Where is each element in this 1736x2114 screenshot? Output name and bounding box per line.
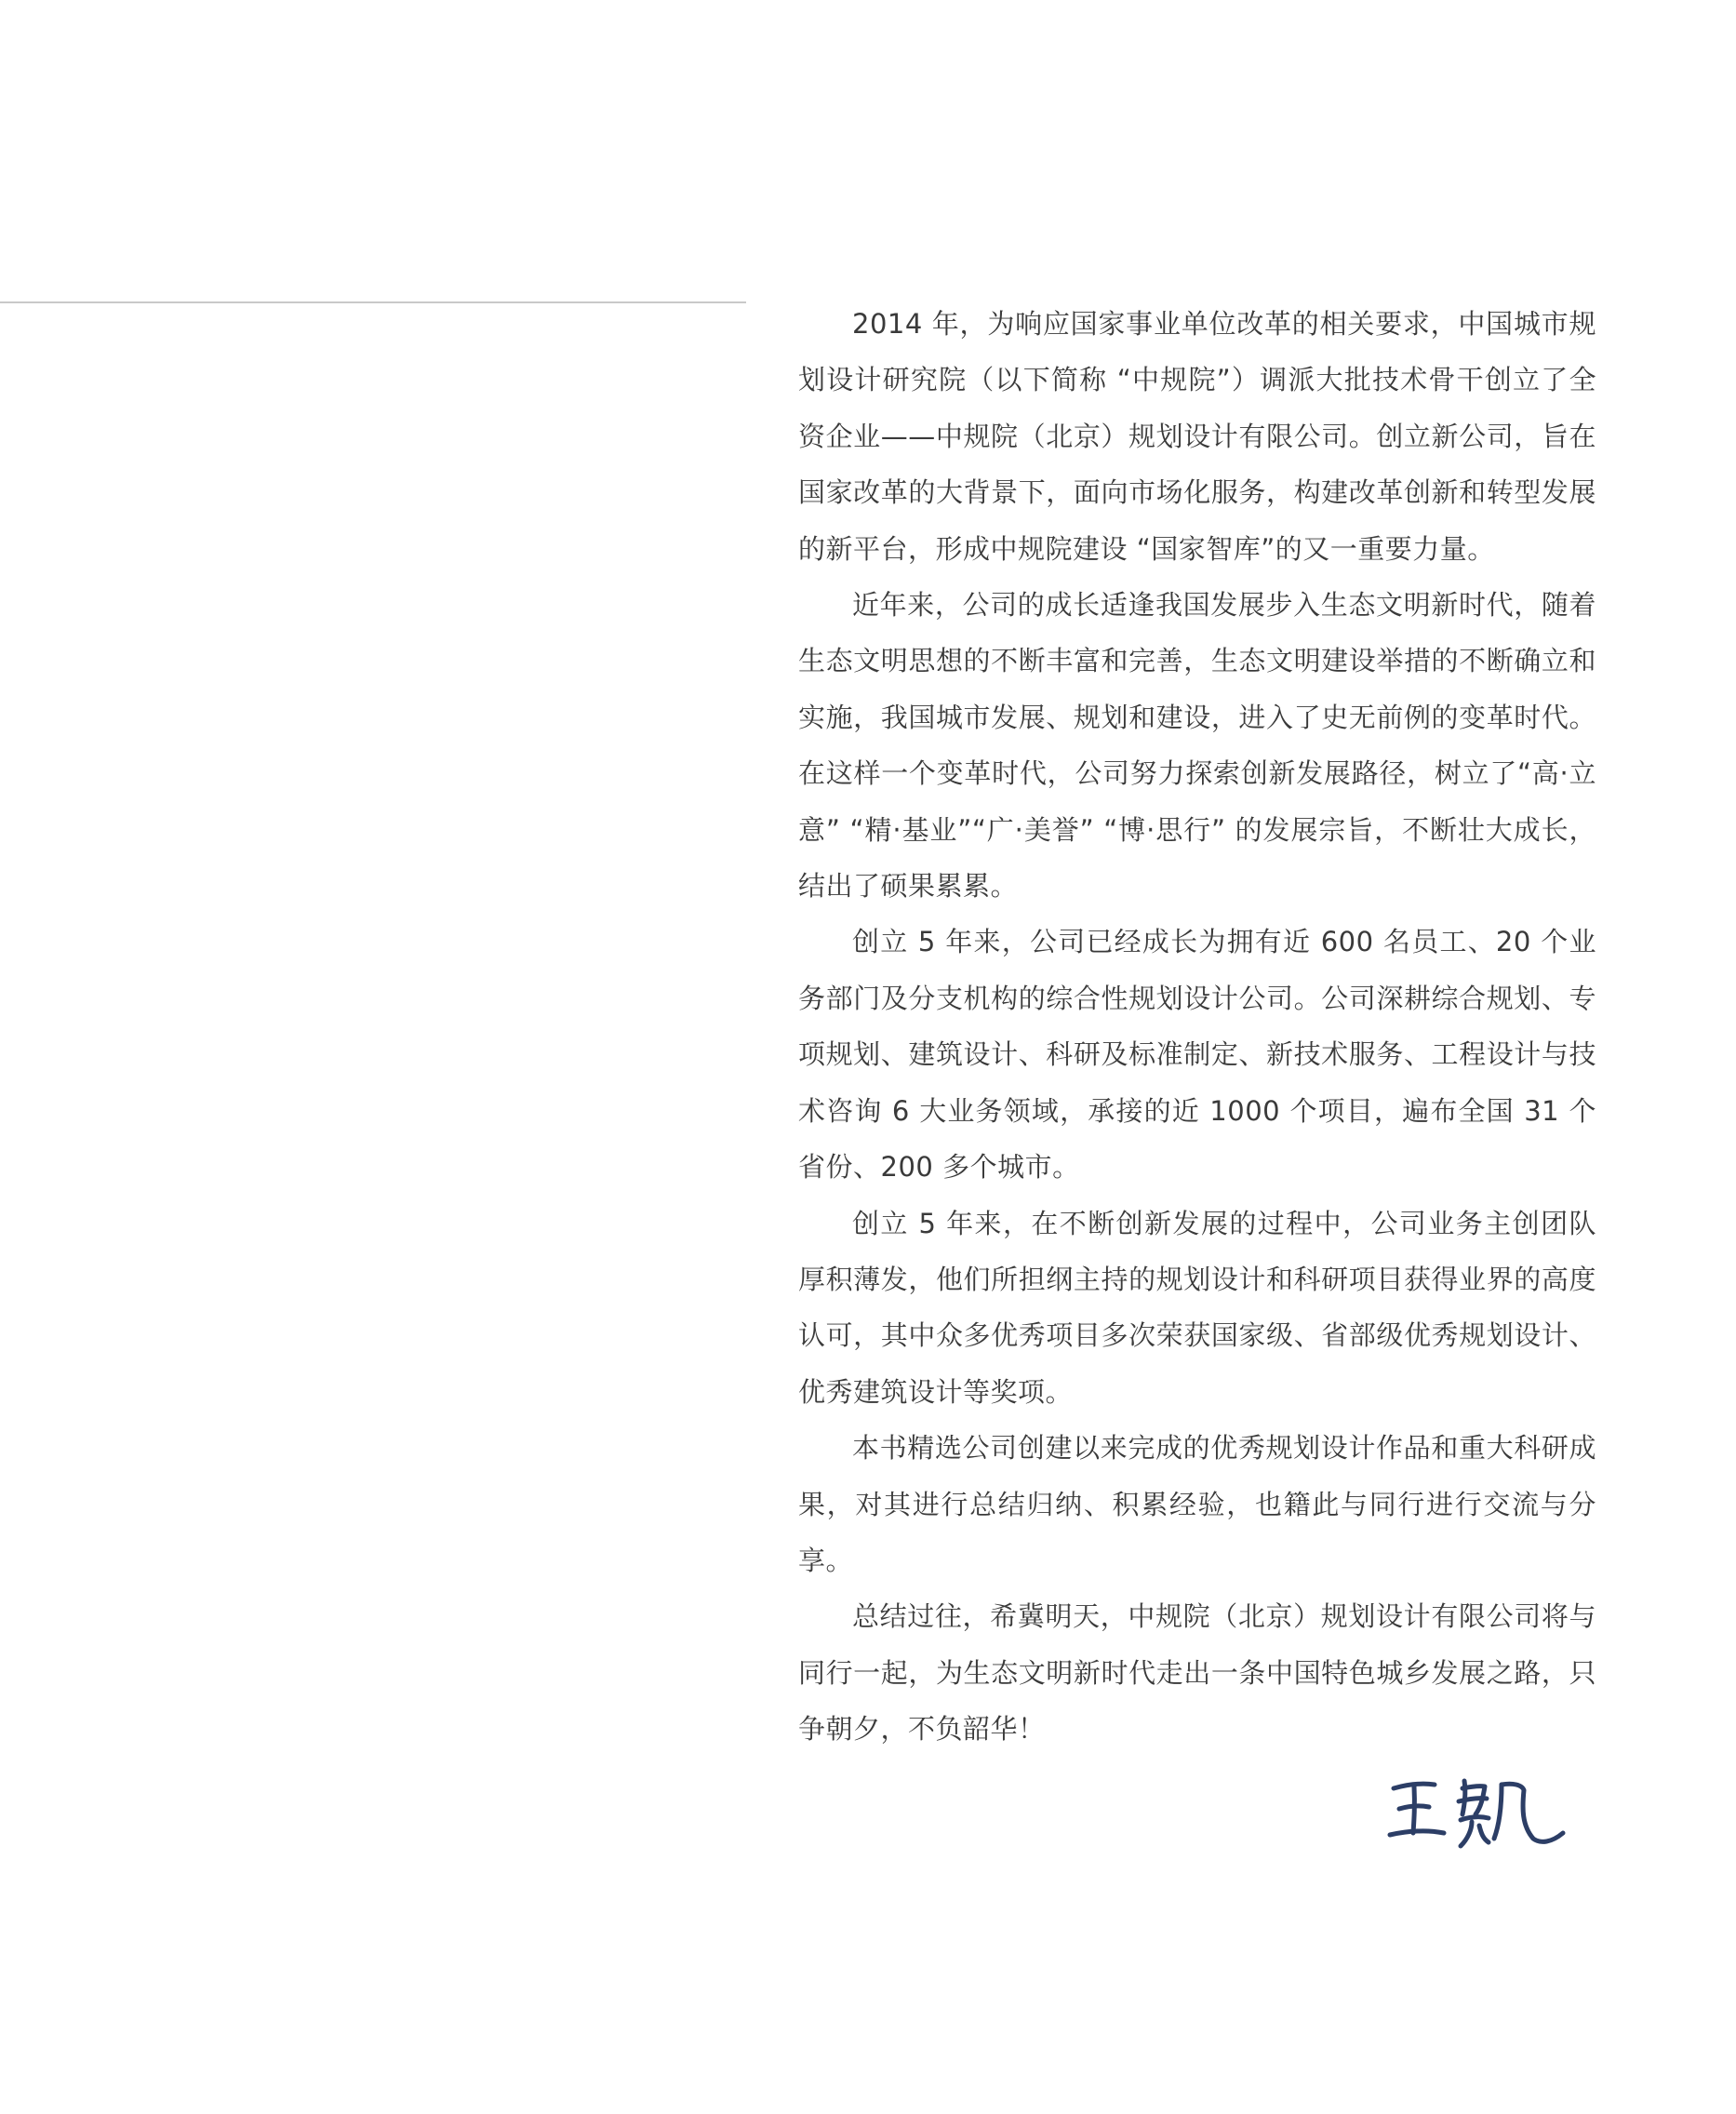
- paragraph-5: 本书精选公司创建以来完成的优秀规划设计作品和重大科研成果，对其进行总结归纳、积累经验，也籍此与同行进行交流与分享。: [798, 1432, 1596, 1576]
- handwritten-signature: [1386, 1768, 1572, 1852]
- paragraph-2: 近年来，公司的成长适逢我国发展步入生态文明新时代，随着生态文明思想的不断丰富和完善，生态文明建设举措的不断确立和实施，我国城市发展、规划和建设，进入了史无前例的变革时代。在这样一个变革时代，公司努力探索创新发展路径，树立了“高·立意” “精·基业”“广·美誉” “博·思行” 的发展宗旨，不断壮大成长，结出了硕果累累。: [798, 589, 1596, 903]
- paragraph-4: 创立 5 年来，在不断创新发展的过程中，公司业务主创团队厚积薄发，他们所担纲主持的规划设计和科研项目获得业界的高度认可，其中众多优秀项目多次荣获国家级、省部级优秀规划设计、优秀建筑设计等奖项。: [798, 1207, 1596, 1408]
- horizontal-rule: [0, 301, 746, 303]
- foreword-text: [798, 296, 1596, 1758]
- paragraph-3: 创立 5 年来，公司已经成长为拥有近 600 名员工、20 个业务部门及分支机构的综合性规划设计公司。公司深耕综合规划、专项规划、建筑设计、科研及标准制定、新技术服务、工程设计与技术咨询 6 大业务领域，承接的近 1000 个项目，遍布全国 31 个省份、200 多个城市。: [798, 926, 1596, 1184]
- paragraph-6: 总结过往，希冀明天，中规院（北京）规划设计有限公司将与同行一起，为生态文明新时代走出一条中国特色城乡发展之路，只争朝夕，不负韶华！: [798, 1600, 1596, 1746]
- paragraph-1: 2014 年，为响应国家事业单位改革的相关要求，中国城市规划设计研究院（以下简称 “中规院”）调派大批技术骨干创立了全资企业——中规院（北京）规划设计有限公司。创立新公司，旨在国家改革的大背景下，面向市场化服务，构建改革创新和转型发展的新平台，形成中规院建设 “国家智库”的又一重要力量。: [798, 308, 1596, 565]
